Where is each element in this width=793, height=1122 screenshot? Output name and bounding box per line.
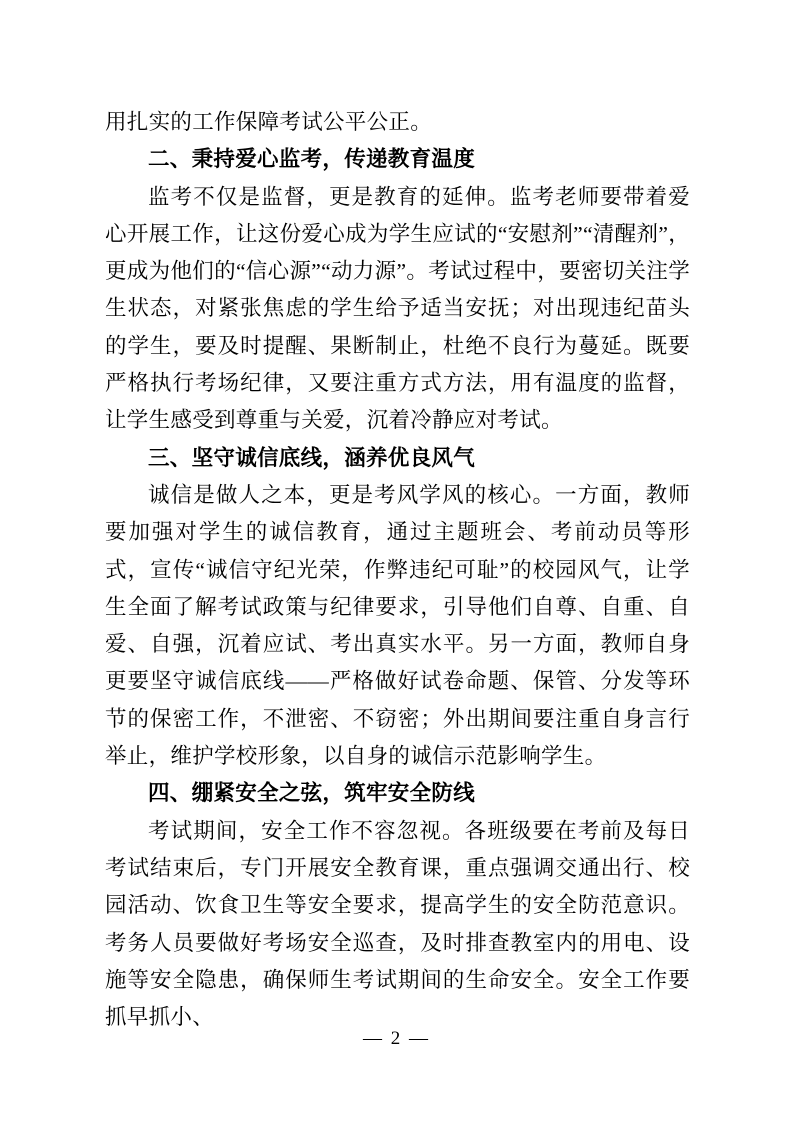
section-heading-2: 二、秉持爱心监考，传递教育温度 — [148, 147, 476, 172]
page-number: — 2 — — [363, 1028, 430, 1049]
document-body — [105, 0, 690, 1036]
page-footer — [0, 1028, 793, 1050]
paragraph-continuation: 用扎实的工作保障考试公平公正。 — [105, 110, 433, 134]
section-heading-4: 四、绷紧安全之弦，筑牢安全防线 — [148, 781, 476, 806]
section-2-paragraph: 监考不仅是监督，更是教育的延伸。监考老师要带着爱心开展工作，让这份爱心成为学生应试的“安慰剂”“清醒剂”，更成为他们的“信心源”“动力源”。考试过程中，要密切关注学生状态，对紧张焦虑的学生给予适当安抚；对出现违纪苗头的学生，要及时提醒、果断制止，杜绝不良行为蔓延。既要严格执行考场纪律，又要注重方式方法，用有温度的监督，让学生感受到尊重与关爱，沉着冷静应对考试。 — [105, 184, 690, 433]
section-4-paragraph: 考试期间，安全工作不容忽视。各班级要在考前及每日考试结束后，专门开展安全教育课，重点强调交通出行、校园活动、饮食卫生等安全要求，提高学生的安全防范意识。考务人员要做好考场安全巡查，及时排查教室内的用电、设施等安全隐患，确保师生考试期间的生命安全。安全工作要抓早抓小、 — [105, 818, 690, 1030]
section-heading-3: 三、坚守诚信底线，涵养优良风气 — [148, 445, 476, 470]
section-3-paragraph: 诚信是做人之本，更是考风学风的核心。一方面，教师要加强对学生的诚信教育，通过主题班会、考前动员等形式，宣传“诚信守纪光荣，作弊违纪可耻”的校园风气，让学生全面了解考试政策与纪律要求，引导他们自尊、自重、自爱、自强，沉着应试、考出真实水平。另一方面，教师自身更要坚守诚信底线——严格做好试卷命题、保管、分发等环节的保密工作，不泄密、不窃密；外出期间要注重自身言行举止，维护学校形象，以自身的诚信示范影响学生。 — [105, 482, 690, 769]
